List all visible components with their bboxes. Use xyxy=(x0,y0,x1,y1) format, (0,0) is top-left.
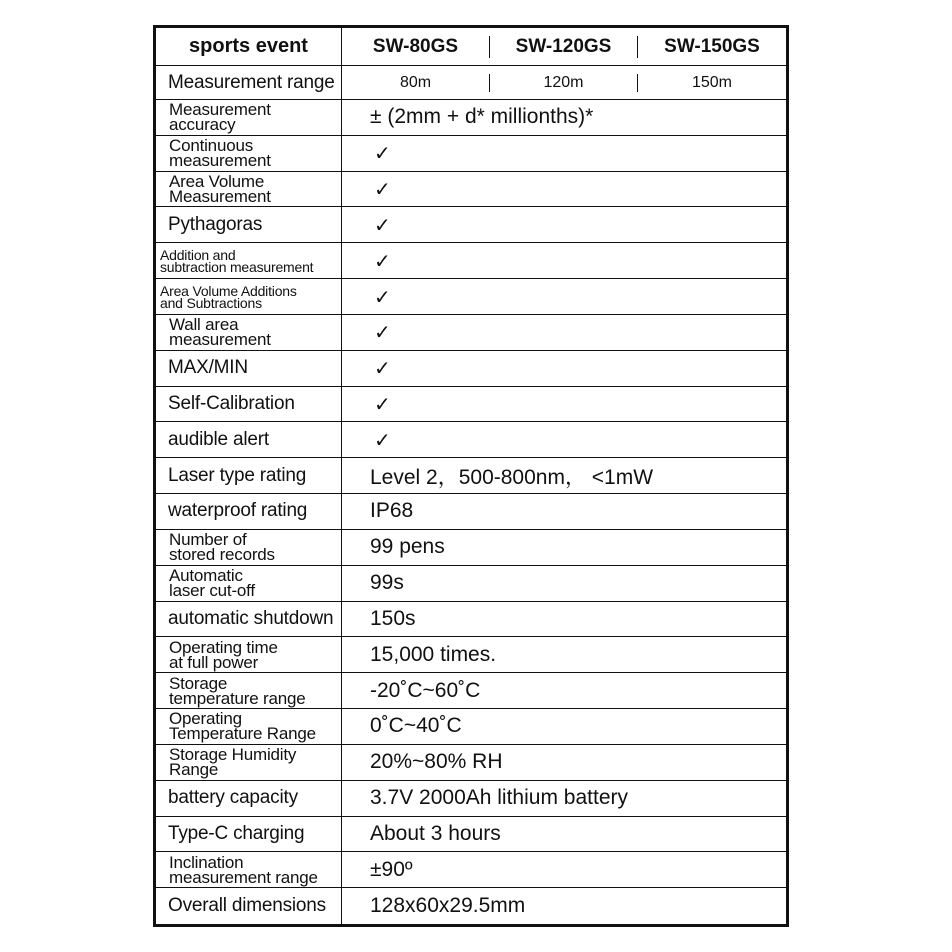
spec-value: 15,000 times. xyxy=(342,637,786,673)
spec-label-text xyxy=(160,246,314,275)
spec-value: Level 2，500-800nm， <1mW xyxy=(342,458,786,494)
spec-label-text xyxy=(169,315,271,350)
spec-label-text xyxy=(169,852,318,887)
spec-label-text xyxy=(169,136,271,171)
spec-label xyxy=(156,100,342,136)
spec-label xyxy=(156,172,342,208)
spec-label-text xyxy=(168,607,334,629)
spec-label-text xyxy=(169,673,306,708)
spec-label xyxy=(156,351,342,387)
spec-label-line: Storage Humidity xyxy=(169,745,297,765)
spec-label-line: Operating xyxy=(169,709,242,729)
spec-label xyxy=(156,243,342,279)
header-label: sports event xyxy=(156,28,342,66)
range-values xyxy=(342,66,786,100)
spec-label-line: Automatic xyxy=(169,566,243,586)
spec-value: 3.7V 2000Ah lithium battery xyxy=(342,781,786,817)
spec-label xyxy=(156,279,342,315)
spec-label-line: Measurement xyxy=(169,187,271,207)
spec-label-line: Range xyxy=(169,760,219,780)
spec-label-line: automatic shutdown xyxy=(168,607,334,629)
spec-label xyxy=(156,781,342,817)
spec-label-line: Continuous xyxy=(169,136,254,156)
spec-label-line: audible alert xyxy=(168,428,269,450)
spec-label-line: Pythagoras xyxy=(168,213,263,235)
spec-value: 20%~80% RH xyxy=(342,745,786,781)
spec-value: ± (2mm + d* millionths)* xyxy=(342,100,786,136)
spec-label-line: and Subtractions xyxy=(160,294,262,311)
spec-label xyxy=(156,637,342,673)
spec-label xyxy=(156,888,342,924)
check-mark-icon: ✓ xyxy=(342,207,786,243)
range-label: Measurement range xyxy=(156,66,342,100)
spec-label-line: Wall area xyxy=(169,315,239,335)
spec-label xyxy=(156,458,342,494)
range-value: 120m xyxy=(490,74,638,92)
spec-label xyxy=(156,422,342,458)
spec-label-line: Operating time xyxy=(169,637,278,657)
spec-label-line: Number of xyxy=(169,530,247,550)
spec-value: 99s xyxy=(342,566,786,602)
spec-label-text xyxy=(169,100,271,135)
spec-label xyxy=(156,852,342,888)
spec-value: IP68 xyxy=(342,494,786,530)
spec-label xyxy=(156,315,342,351)
spec-value: -20˚C~60˚C xyxy=(342,673,786,709)
spec-label-text xyxy=(169,709,316,744)
spec-label-line: Addition and xyxy=(160,246,236,263)
spec-label-text xyxy=(169,745,297,780)
spec-label-line: battery capacity xyxy=(168,787,298,809)
spec-label xyxy=(156,602,342,638)
spec-label-line: Inclination xyxy=(169,852,244,872)
spec-value: ±90º xyxy=(342,852,786,888)
spec-label-text xyxy=(160,282,297,311)
spec-label-line: accuracy xyxy=(169,115,236,135)
range-value: 80m xyxy=(342,74,490,92)
spec-label-line: Self-Calibration xyxy=(168,393,295,414)
spec-label-text xyxy=(168,464,307,486)
spec-label-text xyxy=(169,172,271,207)
spec-label-line: subtraction measurement xyxy=(160,258,314,275)
spec-label-line: Measurement xyxy=(169,100,271,120)
spec-label-text xyxy=(169,530,275,565)
spec-label-line: temperature range xyxy=(169,688,306,708)
spec-label xyxy=(156,494,342,530)
spec-label-line: Area Volume Additions xyxy=(160,282,297,299)
spec-label-text xyxy=(168,822,305,844)
spec-label-line: waterproof rating xyxy=(168,500,308,522)
model-headers xyxy=(342,28,786,66)
spec-label-line: measurement xyxy=(169,330,271,350)
spec-label-text xyxy=(169,637,278,672)
spec-label-line: Overall dimensions xyxy=(168,895,326,917)
spec-label-text xyxy=(168,787,298,809)
spec-label-line: stored records xyxy=(169,545,275,565)
spec-label-line: MAX/MIN xyxy=(168,357,248,379)
spec-label xyxy=(156,566,342,602)
model-header: SW-80GS xyxy=(342,36,490,58)
check-mark-icon: ✓ xyxy=(342,172,786,208)
model-header: SW-150GS xyxy=(664,35,760,57)
spec-label xyxy=(156,387,342,423)
check-mark-icon: ✓ xyxy=(342,279,786,315)
spec-label xyxy=(156,136,342,172)
spec-label-line: Laser type rating xyxy=(168,464,307,486)
spec-label-text xyxy=(168,393,295,414)
spec-label-text xyxy=(168,895,326,917)
spec-table xyxy=(153,25,789,927)
spec-label xyxy=(156,817,342,853)
spec-label-line: measurement range xyxy=(169,867,318,887)
spec-value: 128x60x29.5mm xyxy=(370,894,526,918)
check-mark-icon: ✓ xyxy=(342,351,786,387)
check-mark-icon: ✓ xyxy=(342,243,786,279)
spec-value: 0˚C~40˚C xyxy=(342,709,786,745)
spec-label-line: laser cut-off xyxy=(169,581,255,601)
spec-value: 150s xyxy=(342,602,786,638)
range-value: 150m xyxy=(691,73,733,91)
spec-label-text xyxy=(168,428,269,450)
spec-label xyxy=(156,709,342,745)
check-mark-icon: ✓ xyxy=(342,315,786,351)
spec-label xyxy=(156,207,342,243)
spec-label-line: Area Volume xyxy=(169,172,265,192)
spec-label-text xyxy=(168,500,308,522)
model-header: SW-120GS xyxy=(490,36,638,58)
spec-label-line: Temperature Range xyxy=(169,724,316,744)
spec-label xyxy=(156,530,342,566)
spec-label-line: Storage xyxy=(169,673,228,693)
check-mark-icon: ✓ xyxy=(342,136,786,172)
spec-value: About 3 hours xyxy=(342,817,786,853)
spec-label-text xyxy=(168,357,248,379)
spec-label xyxy=(156,673,342,709)
spec-label-text xyxy=(168,213,263,235)
spec-value: 99 pens xyxy=(342,530,786,566)
spec-label-line: measurement xyxy=(169,151,271,171)
spec-label-text xyxy=(169,566,255,601)
spec-label-line: Type-C charging xyxy=(168,822,305,844)
spec-label xyxy=(156,745,342,781)
spec-label-line: at full power xyxy=(169,652,259,672)
check-mark-icon: ✓ xyxy=(342,387,786,423)
check-mark-icon: ✓ xyxy=(342,422,786,458)
